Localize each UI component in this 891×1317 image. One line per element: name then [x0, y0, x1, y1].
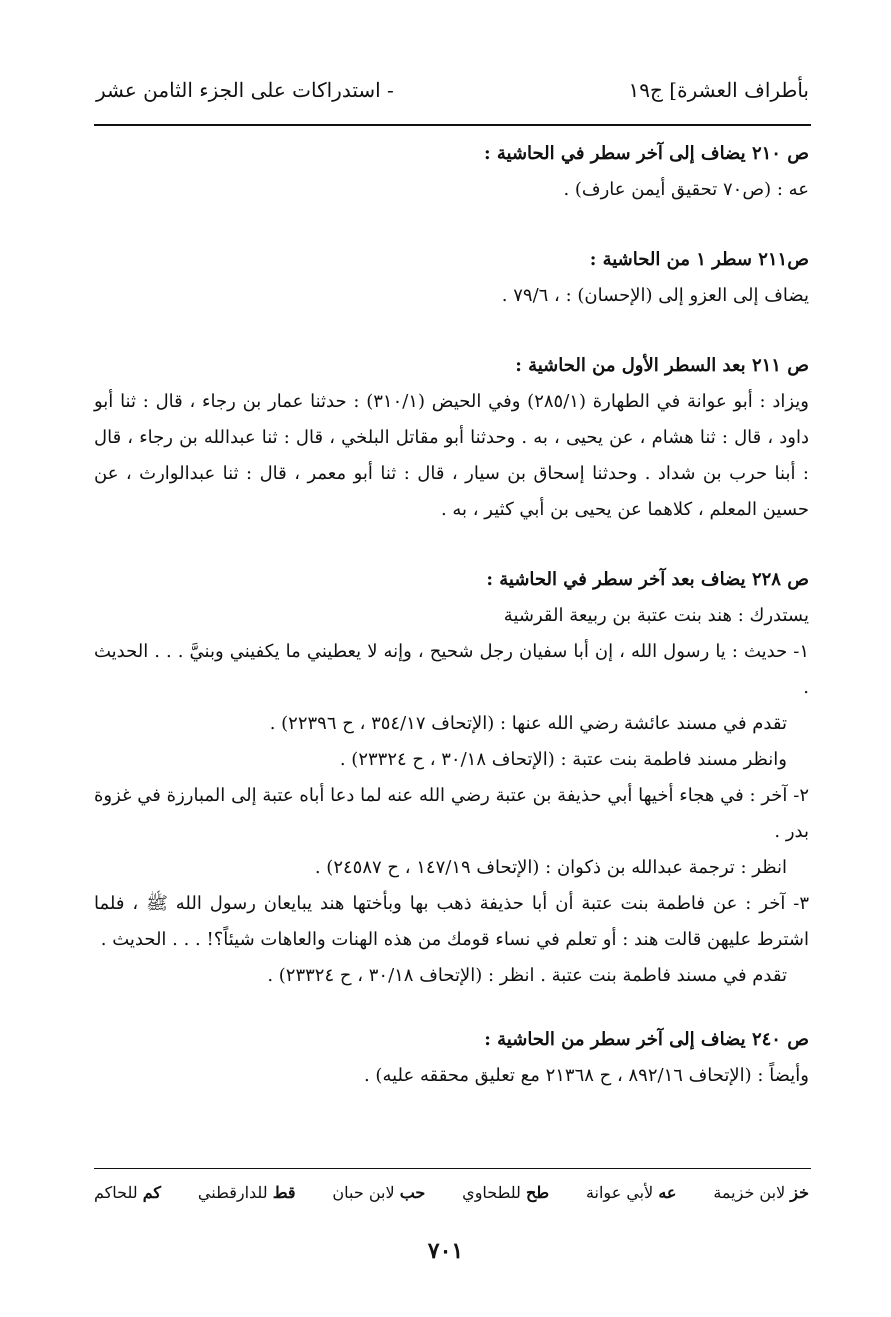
spacer: [94, 314, 809, 348]
abbreviation-legend: [94, 1183, 809, 1202]
page-body: [94, 136, 809, 1094]
legend-item: عه لأبي عوانة: [585, 1183, 677, 1202]
spacer: [94, 528, 809, 562]
entry-heading: ص ٢١١ بعد السطر الأول من الحاشية :: [515, 355, 809, 376]
entry-p240: [94, 1022, 809, 1094]
legend-item: حب لابن حبان: [332, 1183, 426, 1202]
hadith-ref: وانظر مسند فاطمة بنت عتبة : (الإتحاف ٣٠/١٨ ، ح ٢٣٣٢٤) .: [339, 749, 787, 770]
legend-item: كم للحاكم: [94, 1183, 162, 1202]
entry-p211-line1: [94, 242, 809, 314]
hadith-ref: انظر : ترجمة عبدالله بن ذكوان : (الإتحاف ١٤٧/١٩ ، ح ٢٤٥٨٧) .: [314, 857, 787, 878]
entry-heading: ص ٢٢٨ يضاف بعد آخر سطر في الحاشية :: [486, 569, 809, 590]
legend-item: طح للطحاوي: [462, 1183, 550, 1202]
spacer: [94, 208, 809, 242]
entry-p210: [94, 136, 809, 208]
entry-p228: [94, 562, 809, 994]
hadith-ref: تقدم في مسند عائشة رضي الله عنها : (الإتحاف ٣٥٤/١٧ ، ح ٢٢٣٩٦) .: [269, 713, 787, 734]
entry-line: وأيضاً : (الإتحاف ٨٩٢/١٦ ، ح ٢١٣٦٨ مع تعليق محققه عليه) .: [363, 1065, 809, 1086]
spacer: [94, 994, 809, 1022]
entry-heading: ص٢١١ سطر ١ من الحاشية :: [589, 249, 809, 270]
legend-item: خز لابن خزيمة: [713, 1183, 809, 1202]
hadith-item-2: ٢- آخر : في هجاء أخيها أبي حذيفة بن عتبة رضي الله عنه لما دعا أباه عتبة إلى المبارزة في غزوة بدر .: [94, 785, 809, 842]
section-title: - استدراكات على الجزء الثامن عشر: [96, 78, 394, 102]
entry-line: يضاف إلى العزو إلى (الإحسان) : ، ٧٩/٦ .: [501, 285, 809, 306]
hadith-item-3: ٣- آخر : عن فاطمة بنت عتبة أن أبا حذيفة ذهب بها وبأختها هند يبايعان رسول الله ﷺ ، فلما اشترط عليهن قالت هند : أو تعلم في نساء قومك من هذه الهنات والعاهات شيئاً؟! . . . الحديث .: [94, 893, 809, 950]
footer-rule: [94, 1168, 811, 1169]
hadith-ref: تقدم في مسند فاطمة بنت عتبة . انظر : (الإتحاف ٣٠/١٨ ، ح ٢٣٣٢٤) .: [267, 965, 787, 986]
entry-heading: ص ٢١٠ يضاف إلى آخر سطر في الحاشية :: [483, 143, 809, 164]
hadith-item-1: ١- حديث : يا رسول الله ، إن أبا سفيان رجل شحيح ، وإنه لا يعطيني ما يكفيني وبنيَّ . . . الحديث .: [94, 641, 809, 698]
entry-p211-after-first: [94, 348, 809, 528]
book-title: بأطراف العشرة] ج١٩: [628, 78, 809, 102]
entry-line: عه : (ص٧٠ تحقيق أيمن عارف) .: [563, 179, 809, 200]
running-header: [96, 78, 809, 102]
header-rule: [94, 124, 811, 126]
entry-intro: يستدرك : هند بنت عتبة بن ربيعة القرشية: [503, 605, 809, 626]
entry-paragraph: ويزاد : أبو عوانة في الطهارة (٢٨٥/١) وفي الحيض (٣١٠/١) : حدثنا عمار بن رجاء ، قال : ثنا أبو داود ، قال : ثنا هشام ، عن يحيى ، به . وحدثنا أبو مقاتل البلخي ، قال : ثنا عبدالله بن رجاء ، قال : أبنا حرب بن شداد . وحدثنا إسحاق بن سيار ، قال : ثنا أبو معمر ، قال : ثنا عبدالوارث ، عن حسين المعلم ، كلاهما عن يحيى بن أبي كثير ، به .: [94, 391, 809, 520]
page-number: ٧٠١: [427, 1238, 464, 1264]
legend-item: قط للدارقطني: [197, 1183, 296, 1202]
entry-heading: ص ٢٤٠ يضاف إلى آخر سطر من الحاشية :: [484, 1029, 809, 1050]
